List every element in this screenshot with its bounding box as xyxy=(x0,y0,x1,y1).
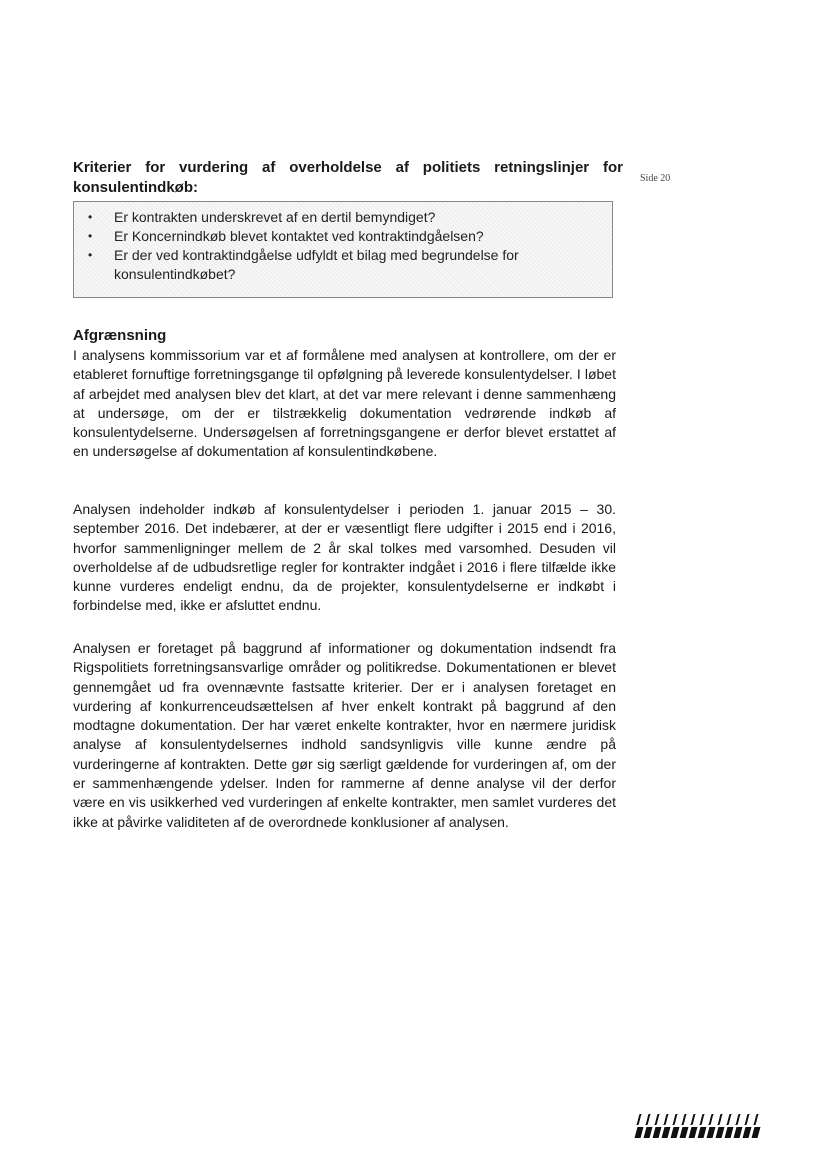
page-number: Side 20 xyxy=(640,173,671,184)
bullet-icon: • xyxy=(88,229,93,243)
criteria-item xyxy=(88,246,602,284)
paragraph: Analysen er foretaget på baggrund af informationer og dokumentation indsendt fra Rigspolitiets forretningsansvarlige områder og politikredse. Dokumentationen er blevet gennemgået ud fra ovennævnte fastsatte kriterier. Der er i analysen foretaget en vurdering af konkurrenceudsættelsen af hver enkelt kontrakt på baggrund af den modtagne dokumentation. Der har været enkelte kontrakter, hvor en nærmere juridisk analyse af konsulentydelsernes indhold sandsynligvis ville kunne ændre på vurderingerne af kontrakten. Dette gør sig særligt gældende for vurderingen af, om der er sammenhængende ydelser. Inden for rammerne af denne analyse vil der derfor være en vis usikkerhed ved vurderingen af enkelte kontrakter, men samlet vurderes det ikke at påvirke validiteten af de overordnede konklusioner af analysen. xyxy=(73,640,616,830)
criteria-item-text: Er kontrakten underskrevet af en dertil bemyndiget? xyxy=(114,209,436,225)
criteria-item xyxy=(88,227,602,246)
criteria-list xyxy=(74,202,612,284)
criteria-heading: Kriterier for vurdering af overholdelse af politiets retningslinjer for konsulentindkøb: xyxy=(73,159,623,196)
criteria-box xyxy=(73,201,613,298)
criteria-item xyxy=(88,208,602,227)
bullet-icon: • xyxy=(88,248,93,262)
barcode-icon xyxy=(636,1114,768,1138)
criteria-item-text: Er der ved kontraktindgåelse udfyldt et bilag med begrundelse for konsulentindkøbet? xyxy=(114,247,519,282)
criteria-item-text: Er Koncernindkøb blevet kontaktet ved kontraktindgåelsen? xyxy=(114,228,484,244)
section-title: Afgrænsning xyxy=(73,327,167,344)
paragraph: I analysens kommissorium var et af formålene med analysen at kontrollere, om der er etableret fornuftige forretningsgange til opfølgning på leverede konsulentydelser. I løbet af arbejdet med analysen blev det klart, at det var mere relevant i denne sammenhæng at undersøge, om der er tilstrækkelig dokumentation vedrørende indkøb af konsulentydelserne. Undersøgelsen af forretningsgangene er derfor blevet erstattet af en undersøgelse af dokumentation af konsulentindkøbene. xyxy=(73,347,616,460)
bullet-icon: • xyxy=(88,210,93,224)
paragraph: Analysen indeholder indkøb af konsulentydelser i perioden 1. januar 2015 – 30. september 2016. Det indebærer, at der er væsentligt flere udgifter i 2015 end i 2016, hvorfor sammenligninger mellem de 2 år skal tolkes med varsomhed. Desuden vil overholdelse af de udbudsretlige regler for kontrakter indgået i 2016 i flere tilfælde ikke kunne vurderes endeligt endnu, da de projekter, konsulentydelserne er indkøbt i forbindelse med, ikke er afsluttet endnu. xyxy=(73,501,616,614)
